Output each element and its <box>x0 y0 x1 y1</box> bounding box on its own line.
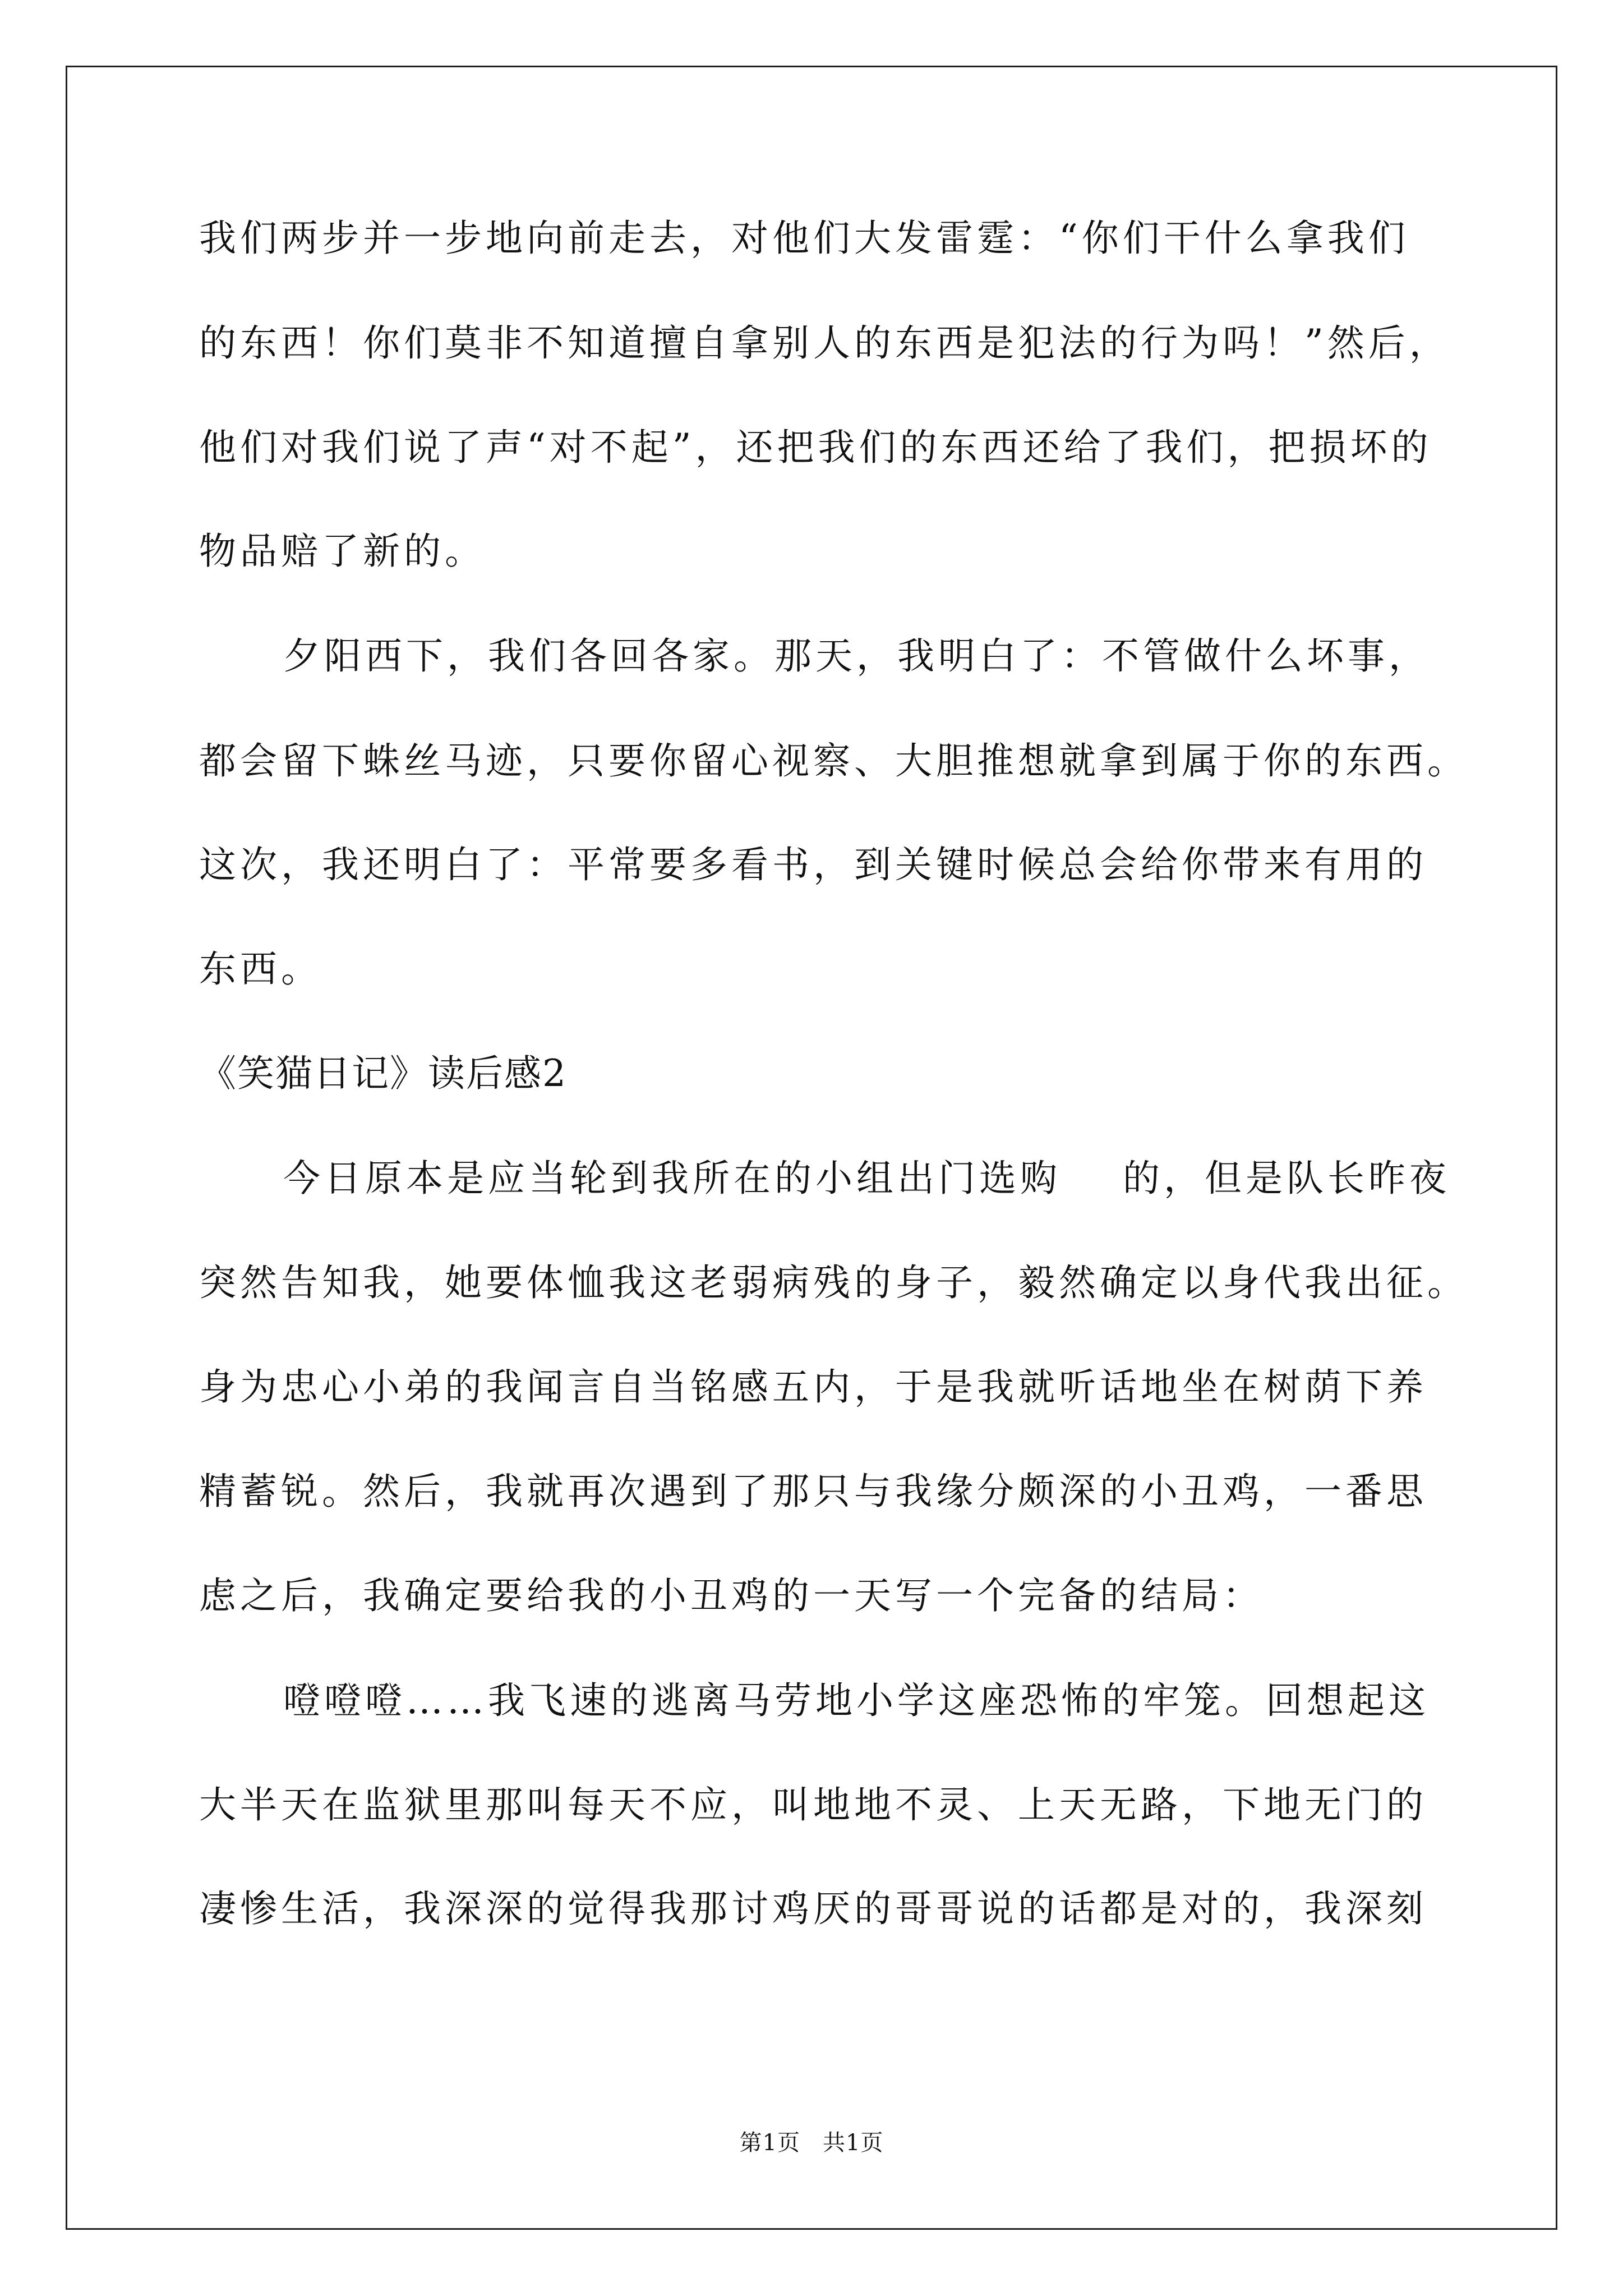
text-line: 夕阳西下，我们各回各家。那天，我明白了：不管做什么坏事， <box>283 634 1430 678</box>
text-line: 东西。 <box>199 947 322 991</box>
text-line: 凄惨生活，我深深的觉得我那讨鸡厌的哥哥说的话都是对的，我深刻 <box>199 1887 1427 1930</box>
text-line: 精蓄锐。然后，我就再次遇到了那只与我缘分颇深的小丑鸡，一番思 <box>199 1470 1427 1513</box>
text-line: 大半天在监狱里那叫每天不应，叫地地不灵、上天无路，下地无门的 <box>199 1783 1427 1826</box>
text-line: 虑之后，我确定要给我的小丑鸡的一天写一个完备的结局： <box>199 1574 1264 1617</box>
page-footer <box>0 2129 1623 2157</box>
page-number: 第1页 <box>739 2130 800 2156</box>
text-line: 物品赔了新的。 <box>199 530 486 573</box>
text-line: 他们对我们说了声“对不起”，还把我们的东西还给了我们，把损坏的 <box>199 426 1432 469</box>
text-fragment: 今日原本是应当轮到我所在的小组出门选购 <box>283 1157 1061 1200</box>
text-line <box>283 1156 1450 1201</box>
text-line: 都会留下蛛丝马迹，只要你留心视察、大胆推想就拿到属于你的东西。 <box>199 739 1468 783</box>
text-line: 这次，我还明白了：平常要多看书，到关键时候总会给你带来有用的 <box>199 843 1427 886</box>
text-line: 噔噔噔……我飞速的逃离马劳地小学这座恐怖的牢笼。回想起这 <box>283 1679 1430 1722</box>
page-total: 共1页 <box>823 2130 884 2156</box>
text-line: 的东西！你们莫非不知道擅自拿别人的东西是犯法的行为吗！”然后， <box>199 321 1450 365</box>
text-line: 身为忠心小弟的我闻言自当铭感五内，于是我就听话地坐在树荫下养 <box>199 1365 1427 1409</box>
text-fragment: 的，但是队长昨夜 <box>1123 1157 1450 1200</box>
text-line: 我们两步并一步地向前走去，对他们大发雷霆：“你们干什么拿我们 <box>199 217 1409 260</box>
text-line: 突然告知我，她要体恤我这老弱病残的身子，毅然确定以身代我出征。 <box>199 1261 1468 1304</box>
section-heading: 《笑猫日记》读后感2 <box>199 1052 567 1095</box>
